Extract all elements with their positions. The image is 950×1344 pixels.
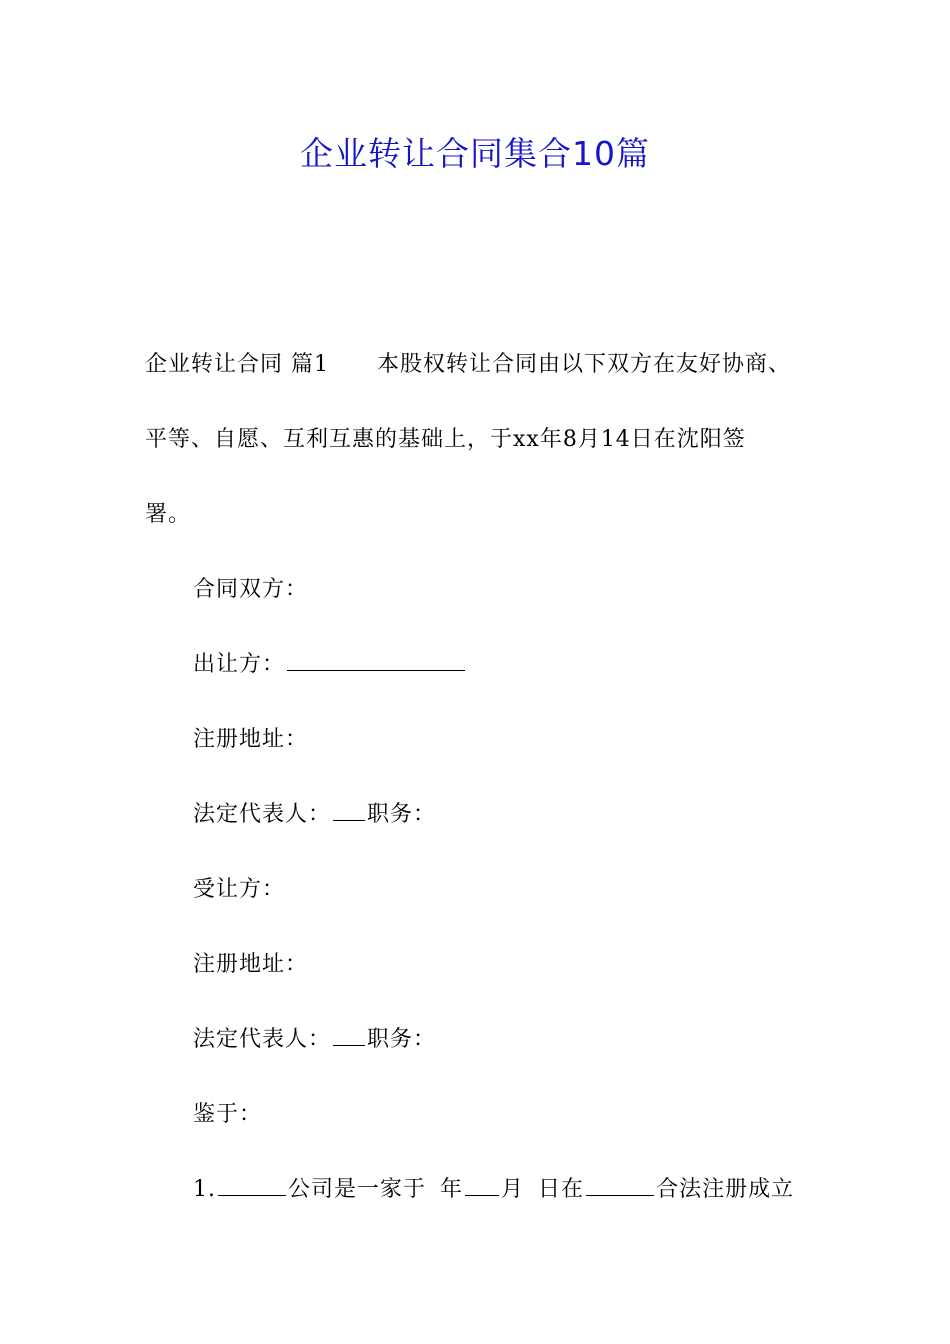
document-title: 企业转让合同集合10篇 [300,134,650,173]
clause-1-text-a: 公司是一家于 [288,1177,427,1202]
clause-1-number: 1. [193,1177,216,1202]
address-line-1: 注册地址： [193,727,309,752]
clause-1 [193,1172,794,1203]
whereas-line: 鉴于： [193,1102,263,1127]
transferor-blank [287,648,465,671]
intro-line-2: 平等、自愿、互利互惠的基础上，于xx年8月14日在沈阳签 [145,427,746,452]
clause-1-year: 年 [440,1177,464,1202]
rep-label-2: 法定代表人： [193,1027,332,1052]
address-line-2: 注册地址： [193,952,309,977]
intro-text-1: 本股权转让合同由以下双方在友好协商、 [377,352,792,377]
transferor-line [193,647,467,678]
transferor-label: 出让方： [193,652,286,677]
article-label: 企业转让合同 篇1 [145,352,329,377]
clause-1-text-e: 合法注册成立 [656,1177,795,1202]
position-label-1: 职务： [367,802,437,827]
intro-line-3: 署。 [145,502,192,527]
position-label-2: 职务： [367,1027,437,1052]
transferee-line: 受让方： [193,877,286,902]
month-blank [465,1173,499,1196]
clause-1-month: 月 [501,1177,525,1202]
rep-line-2 [193,1022,436,1053]
rep-blank-2 [333,1023,365,1046]
place-blank [586,1173,654,1196]
parties-heading: 合同双方： [193,577,309,602]
clause-1-day: 日在 [538,1177,585,1202]
rep-line-1 [193,797,436,828]
company-blank [218,1173,286,1196]
rep-label-1: 法定代表人： [193,802,332,827]
rep-blank-1 [333,798,365,821]
intro-line-1 [145,347,791,378]
